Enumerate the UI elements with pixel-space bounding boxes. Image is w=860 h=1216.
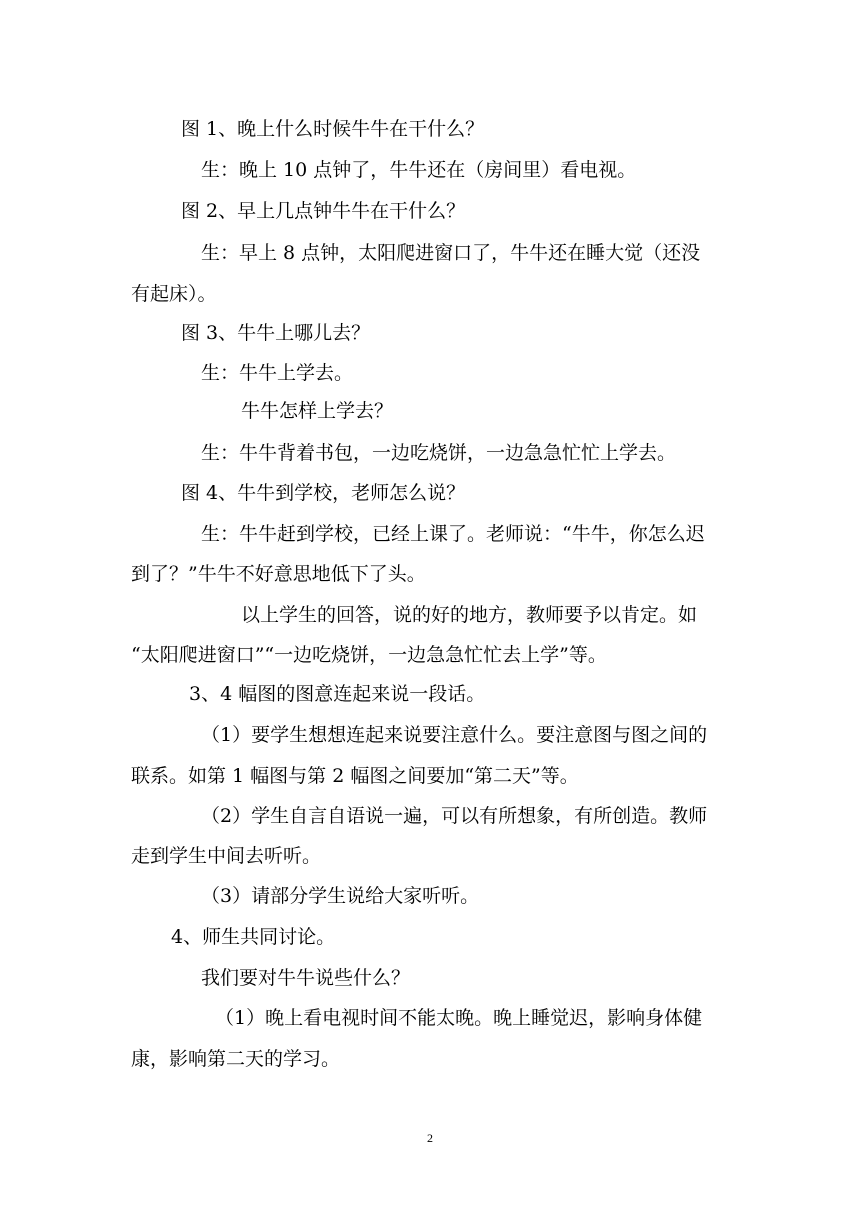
paragraph-line: 以上学生的回答，说的好的地方，教师要予以肯定。如 bbox=[241, 604, 698, 626]
paragraph-line: （1）要学生想想连起来说要注意什么。要注意图与图之间的 bbox=[201, 724, 708, 746]
paragraph-line: （2）学生自言自语说一遍，可以有所想象，有所创造。教师 bbox=[201, 805, 708, 827]
paragraph-line: 到了？”牛牛不好意思地低下了头。 bbox=[131, 563, 426, 585]
paragraph-line: 有起床）。 bbox=[131, 283, 217, 305]
paragraph-line: 生：晚上 10 点钟了，牛牛还在（房间里）看电视。 bbox=[201, 159, 637, 181]
paragraph-line: 生：早上 8 点钟，太阳爬进窗口了，牛牛还在睡大觉（还没 bbox=[201, 242, 701, 264]
paragraph-line: 走到学生中间去听听。 bbox=[131, 845, 322, 867]
paragraph-line: 生：牛牛上学去。 bbox=[201, 362, 354, 384]
paragraph-line: 3、4 幅图的图意连起来说一段话。 bbox=[189, 683, 486, 705]
paragraph-line: 图 4、牛牛到学校，老师怎么说？ bbox=[181, 482, 466, 504]
paragraph-line: 牛牛怎样上学去？ bbox=[241, 400, 394, 422]
paragraph-line: 生：牛牛赶到学校，已经上课了。老师说：“牛牛，你怎么迟 bbox=[201, 523, 705, 545]
paragraph-line: （1）晚上看电视时间不能太晚。晚上睡觉迟，影响身体健 bbox=[215, 1007, 703, 1029]
paragraph-line: 图 1、晚上什么时候牛牛在干什么？ bbox=[181, 118, 485, 140]
page-number: 2 bbox=[427, 1131, 433, 1145]
paragraph-line: （3）请部分学生说给大家听听。 bbox=[201, 885, 480, 907]
paragraph-line: 4、师生共同讨论。 bbox=[171, 926, 336, 948]
paragraph-line: 联系。如第 1 幅图与第 2 幅图之间要加“第二天”等。 bbox=[131, 765, 579, 787]
paragraph-line: “太阳爬进窗口”“一边吃烧饼，一边急急忙忙去上学”等。 bbox=[131, 644, 607, 666]
paragraph-line: 康，影响第二天的学习。 bbox=[131, 1048, 341, 1070]
paragraph-line: 生：牛牛背着书包，一边吃烧饼，一边急急忙忙上学去。 bbox=[201, 442, 677, 464]
paragraph-line: 图 2、早上几点钟牛牛在干什么？ bbox=[181, 200, 466, 222]
paragraph-line: 图 3、牛牛上哪儿去？ bbox=[181, 322, 371, 344]
paragraph-line: 我们要对牛牛说些什么？ bbox=[201, 967, 411, 989]
